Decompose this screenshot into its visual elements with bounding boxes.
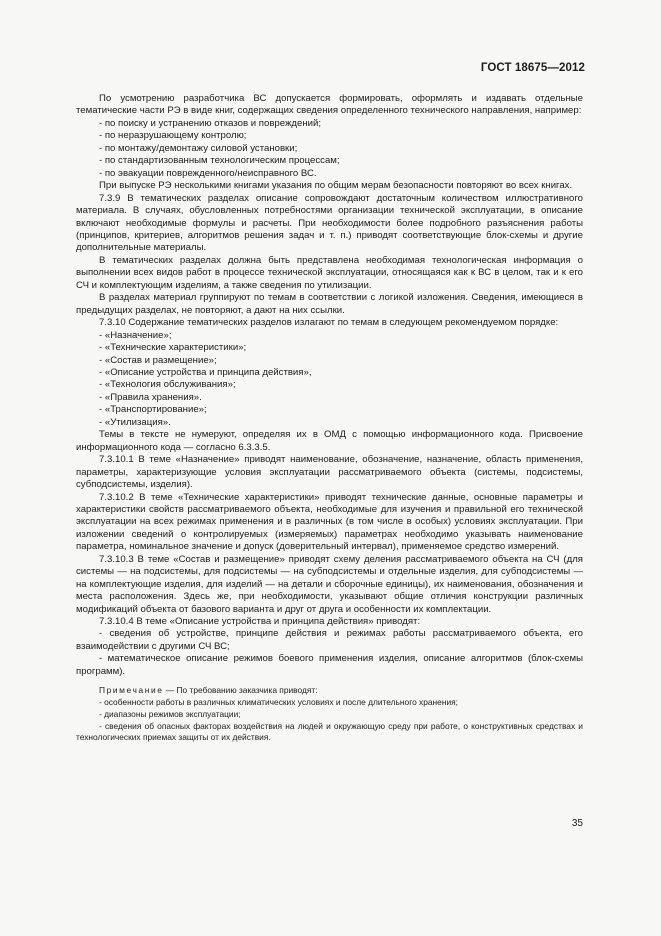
list-item: - «Утилизация». (99, 416, 171, 428)
note-item: - особенности работы в различных климатических условиях и после длительного хранения; (99, 697, 459, 708)
paragraph: В тематических разделах должна быть представлена необходимая технологическая информация о выполнении всех видов работ в процессе технической эксплуатации, относящаяся как к ВС в целом, так и к его СЧ и комплектующим изделиям, а также сведения по утилизации. (76, 254, 583, 291)
paragraph: При выпуске РЭ несколькими книгами указания по общим мерам безопасности повторяют во всех книгах. (99, 180, 573, 192)
note-item: - сведения об опасных факторах воздействия на людей и окружающую среду при работе, о конструктивных средствах и технологических приемах защиты от их действия. (76, 720, 583, 743)
list-item: - по поиску и устранению отказов и повреждений; (99, 117, 322, 129)
list-item: - сведения об устройстве, принципе действия и режимах работы рассматриваемого объекта, его взаимодействии с другими СЧ ВС; (76, 628, 583, 652)
list-item: - по стандартизованным технологическим процессам; (99, 155, 340, 167)
section-7-3-9: 7.3.9 В тематических разделах описание сопровождают достаточным количеством иллюстративного материала. В случаях, обусловленных потребностями организации технической эксплуатации, в описание включают необходимые формулы и расчеты. При необходимости более подробного разъяснения работы (принципов, критериев, алгоритмов решения задач и т. п.) приводят соответствующие блок-схемы и другие дополнительные материалы. (76, 192, 583, 254)
document-code-header: ГОСТ 18675—2012 (480, 62, 585, 74)
paragraph: По усмотрению разработчика ВС допускается формировать, оформлять и издавать отдельные тематические части РЭ в виде книг, содержащих сведения определенного технического направления, например: (76, 93, 583, 117)
section-7-3-10-3: 7.3.10.3 В теме «Состав и размещение» приводят схему деления рассматриваемого объекта на СЧ (для системы — на подсистемы, для подсистемы — на субподсистемы и отдельные изделия, для субподсистемы — на комплектующие изделия, для изделий — на детали и сборочные единицы), их наименования, обозначения и места расположения. Здесь же, при необходимости, указывают общие отличия конструкции различных модификаций объекта от базового варианта и друг от друга и особенности их комплектации. (76, 553, 583, 615)
note-item: - диапазоны режимов эксплуатации; (99, 708, 241, 719)
list-item: - «Технология обслуживания»; (99, 379, 236, 391)
list-item: - «Назначение»; (99, 329, 172, 341)
section-7-3-10-2: 7.3.10.2 В теме «Технические характеристики» приводят технические данные, основные параметры и характеристики свойств рассматриваемого объекта, необходимые для изучения и правильной его технической эксплуатации на всех режимах применения и в различных (в том числе в особых) условиях эксплуатации. При изложении сведений о контролируемых (измеряемых) параметрах необходимо указывать наименование параметра, номинальное значение и допуск (доверительный интервал), применяемое средство измерений. (76, 491, 583, 553)
document-body (76, 93, 583, 744)
list-item: - «Состав и размещение»; (99, 354, 217, 366)
paragraph: В разделах материал группируют по темам в соответствии с логикой изложения. Сведения, имеющиеся в предыдущих разделах, не повторяют, а дают на них ссылки. (76, 292, 583, 316)
note-label: Примечание (99, 685, 164, 696)
section-7-3-10-4: 7.3.10.4 В теме «Описание устройства и принципа действия» приводят: (99, 616, 421, 628)
list-item: - «Транспортирование»; (99, 404, 207, 416)
list-item: - математическое описание режимов боевого применения изделия, описание алгоритмов (блок-схемы программ). (76, 653, 583, 677)
section-7-3-10-1: 7.3.10.1 В теме «Назначение» приводят наименование, обозначение, назначение, область применения, параметры, характеризующие условия эксплуатации рассматриваемого объекта (системы, подсистемы, субподсистемы, изделия). (76, 454, 583, 491)
note-lead: — По требованию заказчика приводят: (163, 685, 318, 696)
list-item: - «Правила хранения». (99, 391, 202, 403)
list-item: - по эвакуации поврежденного/неисправного ВС. (99, 167, 317, 179)
note-heading (76, 685, 583, 697)
list-item: - по неразрушающему контролю; (99, 130, 247, 142)
page-number: 35 (571, 818, 583, 829)
section-7-3-10: 7.3.10 Содержание тематических разделов излагают по темам в следующем рекомендуемом порядке: (99, 317, 559, 329)
list-item: - «Технические характеристики»; (99, 342, 247, 354)
list-item: - по монтажу/демонтажу силовой установки; (99, 142, 298, 154)
list-item: - «Описание устройства и принципа действия», (99, 366, 312, 378)
paragraph: Темы в тексте не нумеруют, определяя их в ОМД с помощью информационного кода. Присвоение информационного кода — согласно 6.3.3.5. (76, 429, 583, 453)
note-block (76, 685, 583, 744)
